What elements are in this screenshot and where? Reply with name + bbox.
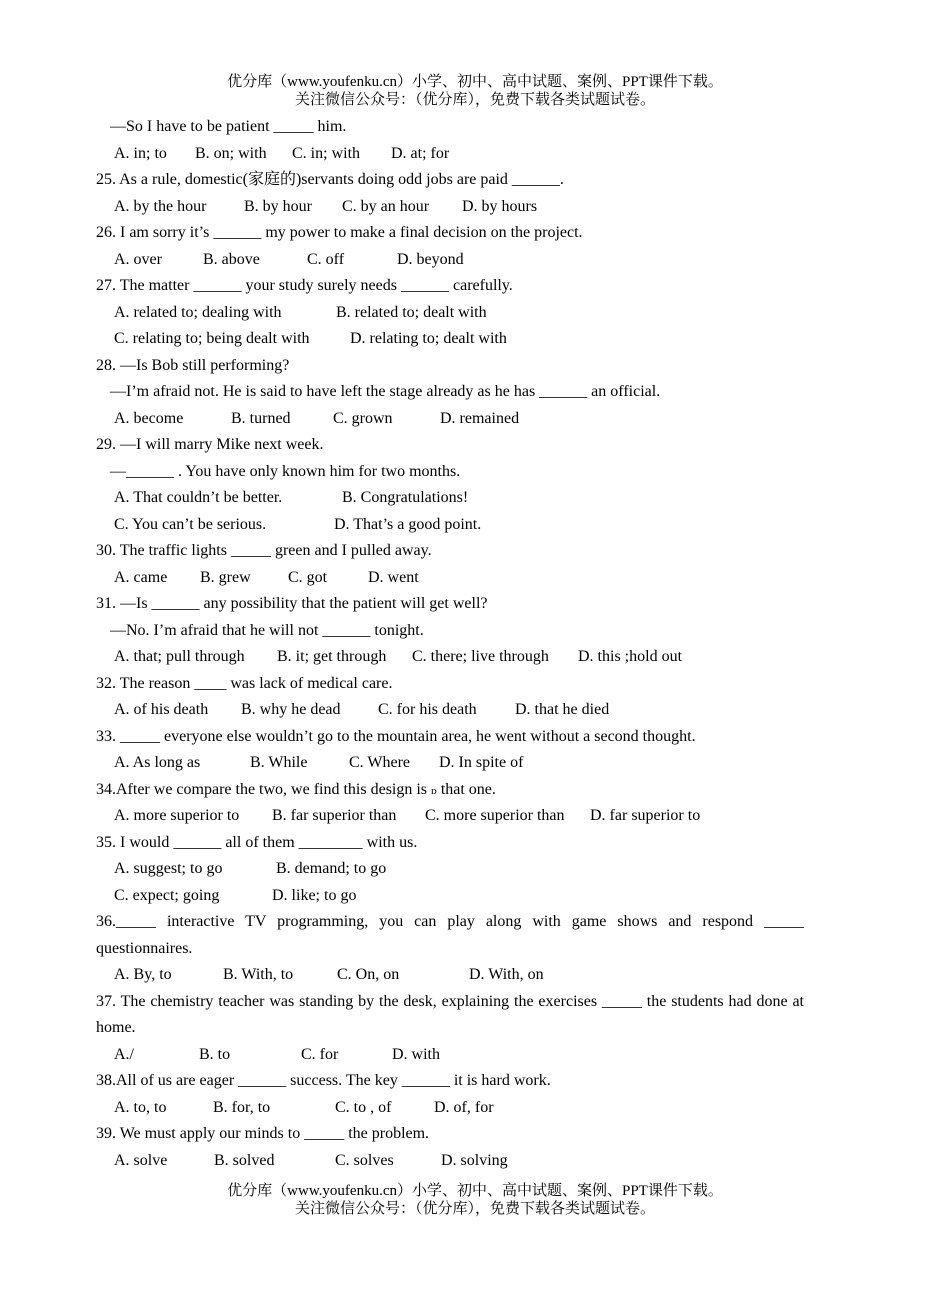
question-32-stem: 32. The reason ____ was lack of medical care. <box>96 674 393 692</box>
option-a: A. to, to <box>114 1098 167 1116</box>
option-c: C. grown <box>333 409 393 427</box>
option-a: A. by the hour <box>114 197 207 215</box>
option-d: D. That’s a good point. <box>334 515 482 533</box>
question-36-options <box>96 962 804 989</box>
option-d: D. at; for <box>391 144 450 162</box>
question-29-stem: 29. —I will marry Mike next week. <box>96 436 324 453</box>
question-29-options-row-2 <box>96 512 804 539</box>
option-a: A. more superior to <box>114 807 240 824</box>
question-31-stem: 31. —Is ______ any possibility that the patient will get well? <box>96 595 488 612</box>
question-39-stem: 39. We must apply our minds to _____ the problem. <box>96 1125 430 1142</box>
question-34-stem <box>96 777 804 804</box>
option-c: C. On, on <box>337 966 400 983</box>
option-b: B. related to; dealt with <box>336 303 487 321</box>
option-d: D. of, for <box>434 1098 494 1116</box>
option-c: C. expect; going <box>114 886 220 904</box>
question-33-options <box>96 750 804 777</box>
option-a: A. By, to <box>114 966 172 983</box>
question-24-stem: —So I have to be patient _____ him. <box>110 118 347 135</box>
question-34-stem-mark: ᴅ <box>431 784 437 797</box>
question-25-options <box>96 194 804 221</box>
option-a: A. related to; dealing with <box>114 303 282 321</box>
option-b: B. While <box>250 754 308 771</box>
question-27-stem: 27. The matter ______ your study surely needs ______ carefully. <box>96 277 513 294</box>
question-30-stem: 30. The traffic lights _____ green and I pulled away. <box>96 542 432 559</box>
question-36-stem: 36._____ interactive TV programming, you can play along with game shows and respond _____ questionnaires. <box>96 913 804 957</box>
option-b: B. above <box>203 250 260 268</box>
option-c: C. more superior than <box>425 807 565 824</box>
footer-line-1: 优分库（www.youfenku.cn）小学、初中、高中试题、案例、PPT课件下载。 <box>227 1183 723 1199</box>
option-b: B. With, to <box>223 966 294 983</box>
question-34-stem-tail: that one. <box>436 780 496 798</box>
option-a: A. That couldn’t be better. <box>114 489 283 506</box>
question-28-stem: 28. —Is Bob still performing? <box>96 356 290 374</box>
option-a: A./ <box>114 1045 134 1063</box>
question-33-stem: 33. _____ everyone else wouldn’t go to the mountain area, he went without a second thought. <box>96 727 696 745</box>
option-a: A. of his death <box>114 701 209 718</box>
option-b: B. grew <box>200 568 251 586</box>
option-c: C. relating to; being dealt with <box>114 330 310 347</box>
question-26-stem: 26. I am sorry it’s ______ my power to make a final decision on the project. <box>96 224 583 241</box>
option-b: B. why he dead <box>241 701 341 718</box>
question-29-response: —______ . You have only known him for two months. <box>110 462 461 480</box>
option-a: A. suggest; to go <box>114 860 223 877</box>
option-d: D. solving <box>441 1151 508 1169</box>
option-b: B. turned <box>231 409 291 427</box>
option-a: A. in; to <box>114 144 167 162</box>
option-c: C. by an hour <box>342 197 430 215</box>
question-28-response: —I’m afraid not. He is said to have left the stage already as he has ______ an official. <box>110 383 661 400</box>
question-35-stem: 35. I would ______ all of them ________ with us. <box>96 833 418 851</box>
question-list <box>96 114 804 1174</box>
option-b: B. by hour <box>244 197 312 215</box>
option-c: C. for <box>301 1045 339 1063</box>
question-31-options <box>96 644 804 671</box>
option-b: B. to <box>199 1045 231 1063</box>
option-d: D. With, on <box>469 966 544 983</box>
question-35-options-row-2 <box>96 883 804 910</box>
option-b: B. for, to <box>213 1098 271 1116</box>
option-b: B. on; with <box>195 144 267 162</box>
option-c: C. to , of <box>335 1098 392 1116</box>
option-d: D. In spite of <box>439 754 524 771</box>
option-a: A. solve <box>114 1151 168 1169</box>
question-26-options <box>96 247 804 274</box>
option-c: C. for his death <box>378 701 477 718</box>
option-c: C. solves <box>335 1151 394 1169</box>
question-34-stem-text: 34.After we compare the two, we find this design is <box>96 780 432 798</box>
option-b: B. solved <box>214 1151 275 1169</box>
question-24-options <box>96 141 804 168</box>
option-a: A. that; pull through <box>114 648 245 665</box>
question-29-options-row-1 <box>96 485 804 512</box>
question-27-options-row-1 <box>96 300 804 327</box>
option-d: D. beyond <box>397 250 464 268</box>
option-c: C. got <box>288 568 328 586</box>
option-d: D. this ;hold out <box>578 648 683 665</box>
question-25-stem: 25. As a rule, domestic(家庭的)servants doing odd jobs are paid ______. <box>96 171 564 188</box>
option-d: D. that he died <box>515 701 610 718</box>
option-c: C. off <box>307 250 345 268</box>
option-d: D. by hours <box>462 197 538 215</box>
option-d: D. far superior to <box>590 807 701 824</box>
option-d: D. remained <box>440 409 520 427</box>
option-a: A. over <box>114 250 162 268</box>
question-37-stem: 37. The chemistry teacher was standing by the desk, explaining the exercises _____ the students had done at home. <box>96 992 804 1036</box>
option-c: C. in; with <box>292 144 361 162</box>
question-27-options-row-2 <box>96 326 804 353</box>
page-header <box>0 73 950 109</box>
option-b: B. far superior than <box>272 807 397 824</box>
question-39-options <box>96 1148 804 1175</box>
question-37-options <box>96 1042 804 1069</box>
header-line-1: 优分库（www.youfenku.cn）小学、初中、高中试题、案例、PPT课件下载。 <box>227 74 723 90</box>
option-a: A. came <box>114 568 168 586</box>
question-30-options <box>96 565 804 592</box>
option-d: D. like; to go <box>272 886 357 904</box>
question-34-options <box>96 803 804 830</box>
question-31-response: —No. I’m afraid that he will not ______ tonight. <box>110 621 424 639</box>
option-c: C. there; live through <box>412 648 549 665</box>
question-35-options-row-1 <box>96 856 804 883</box>
question-38-stem: 38.All of us are eager ______ success. The key ______ it is hard work. <box>96 1072 551 1089</box>
footer-line-2: 关注微信公众号：（优分库），免费下载各类试题试卷。 <box>294 1201 655 1217</box>
option-b: B. it; get through <box>277 648 387 665</box>
page-footer <box>0 1182 950 1218</box>
header-line-2: 关注微信公众号：（优分库），免费下载各类试题试卷。 <box>294 92 655 108</box>
option-d: D. relating to; dealt with <box>350 330 507 347</box>
question-38-options <box>96 1095 804 1122</box>
option-c: C. You can’t be serious. <box>114 515 267 533</box>
option-d: D. went <box>368 568 419 586</box>
option-a: A. become <box>114 409 184 427</box>
option-d: D. with <box>392 1045 440 1063</box>
option-b: B. Congratulations! <box>342 489 469 506</box>
option-b: B. demand; to go <box>276 860 387 877</box>
option-c: C. Where <box>349 754 411 771</box>
question-32-options <box>96 697 804 724</box>
question-28-options <box>96 406 804 433</box>
option-a: A. As long as <box>114 754 201 771</box>
